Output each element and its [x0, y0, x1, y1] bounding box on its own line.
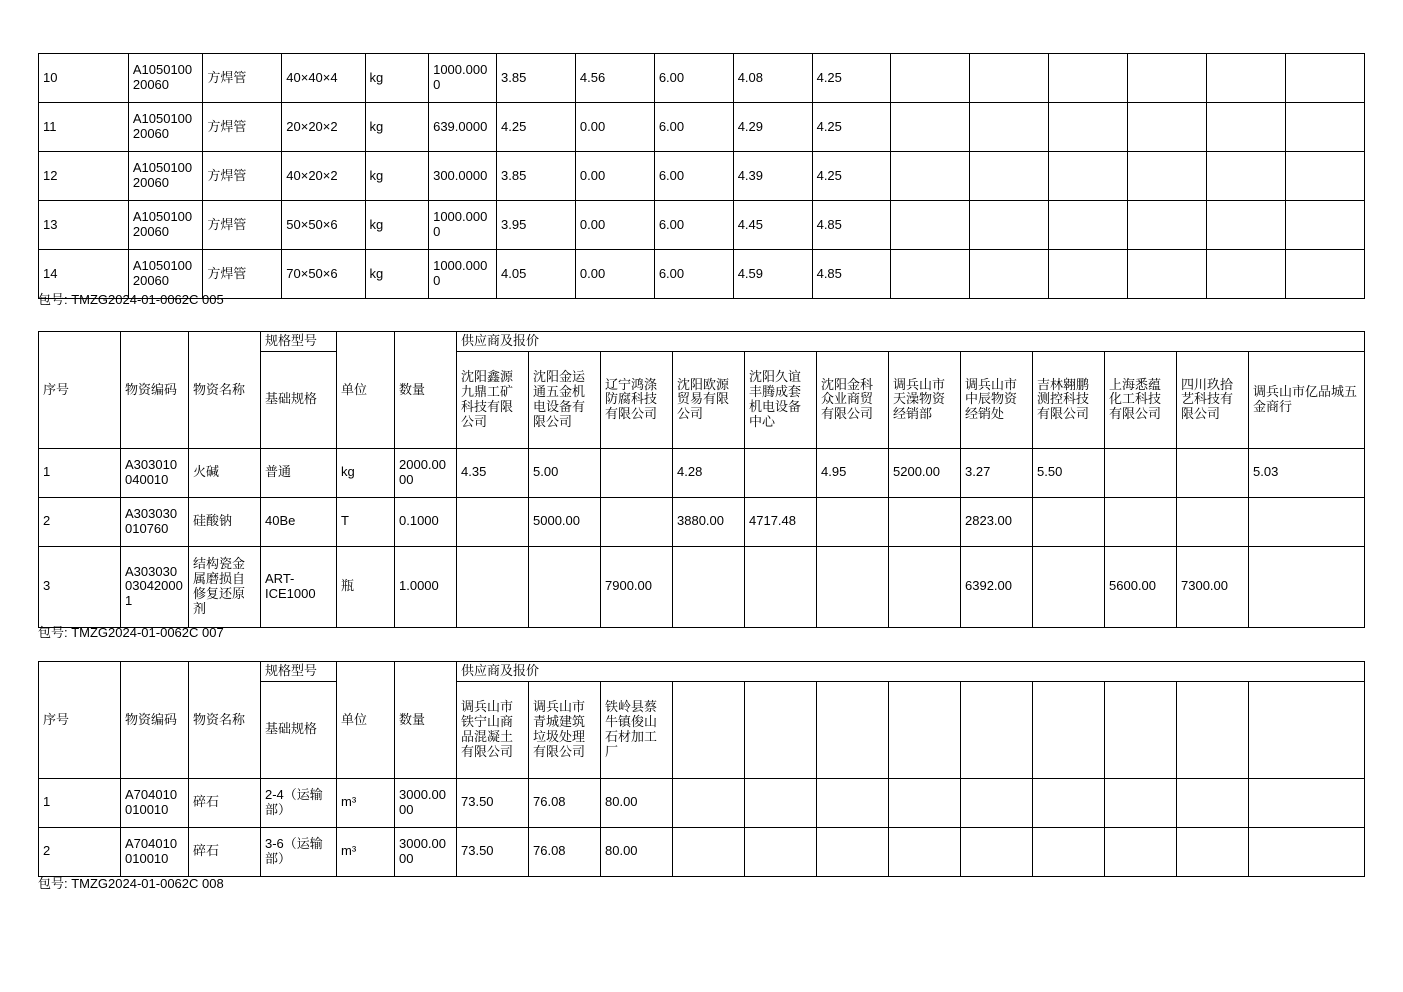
- cell-spec: 普通: [261, 448, 337, 497]
- cell-seq: 11: [39, 103, 129, 152]
- cell-code: A105010020060: [128, 152, 203, 201]
- header-unit: 单位: [337, 662, 395, 779]
- cell-price: 4.25: [497, 103, 576, 152]
- cell-price: 5.50: [1033, 448, 1105, 497]
- cell-price: 6.00: [654, 201, 733, 250]
- cell-price: [1285, 103, 1364, 152]
- cell-code: A105010020060: [128, 250, 203, 299]
- cell-price: [1207, 103, 1286, 152]
- cell-spec: 40×40×4: [282, 54, 365, 103]
- header-supplier: 调兵山市青城建筑垃圾处理有限公司: [529, 681, 601, 778]
- cell-price: 0.00: [575, 201, 654, 250]
- cell-code: A105010020060: [128, 103, 203, 152]
- cell-price: [1049, 201, 1128, 250]
- cell-price: [457, 497, 529, 546]
- cell-unit: m³: [337, 827, 395, 876]
- header-supplier: 沈阳金运通五金机电设备有限公司: [529, 351, 601, 448]
- cell-seq: 13: [39, 201, 129, 250]
- cell-price: 6.00: [654, 250, 733, 299]
- cell-price: 3.85: [497, 54, 576, 103]
- header-spec-bottom: 基础规格: [261, 351, 337, 448]
- header-spec-top: 规格型号: [261, 332, 337, 352]
- package-label-005: 包号: TMZG2024-01-0062C 005: [38, 292, 224, 307]
- cell-price: [1049, 54, 1128, 103]
- cell-price: [1105, 827, 1177, 876]
- cell-price: 80.00: [601, 827, 673, 876]
- header-supplier: 调兵山市铁宁山商品混凝土有限公司: [457, 681, 529, 778]
- cell-code: A704010010010: [121, 778, 189, 827]
- cell-price: 4.85: [812, 250, 891, 299]
- cell-price: 4.45: [733, 201, 812, 250]
- table-header: [39, 662, 1365, 779]
- header-qty: 数量: [395, 662, 457, 779]
- header-unit: 单位: [337, 332, 395, 449]
- cell-qty: 3000.0000: [395, 827, 457, 876]
- cell-price: [970, 152, 1049, 201]
- table-body: [39, 448, 1365, 627]
- cell-price: [1249, 778, 1365, 827]
- table-row: [39, 448, 1365, 497]
- cell-name: 方焊管: [203, 201, 282, 250]
- header-seq: 序号: [39, 662, 121, 779]
- cell-price: 3880.00: [673, 497, 745, 546]
- cell-unit: m³: [337, 778, 395, 827]
- cell-price: [673, 778, 745, 827]
- table-row: [39, 103, 1365, 152]
- header-supplier: 沈阳金科众业商贸有限公司: [817, 351, 889, 448]
- header-supplier: 铁岭县蔡牛镇俊山石材加工厂: [601, 681, 673, 778]
- header-supplier: 四川玖拾艺科技有限公司: [1177, 351, 1249, 448]
- table-row: [39, 827, 1365, 876]
- cell-price: 5.00: [529, 448, 601, 497]
- cell-price: [891, 54, 970, 103]
- cell-price: [1049, 250, 1128, 299]
- cell-price: 4.25: [812, 54, 891, 103]
- cell-qty: 2000.0000: [395, 448, 457, 497]
- header-supplier: 调兵山市亿品城五金商行: [1249, 351, 1365, 448]
- cell-seq: 14: [39, 250, 129, 299]
- cell-price: 4.05: [497, 250, 576, 299]
- cell-price: [1177, 497, 1249, 546]
- cell-unit: kg: [365, 152, 429, 201]
- cell-price: [970, 54, 1049, 103]
- cell-price: 3.95: [497, 201, 576, 250]
- cell-name: 方焊管: [203, 54, 282, 103]
- cell-seq: 12: [39, 152, 129, 201]
- cell-price: 5000.00: [529, 497, 601, 546]
- cell-unit: 瓶: [337, 546, 395, 627]
- cell-price: 76.08: [529, 778, 601, 827]
- cell-price: [1207, 250, 1286, 299]
- cell-price: 4.56: [575, 54, 654, 103]
- cell-spec: 70×50×6: [282, 250, 365, 299]
- cell-qty: 1000.0000: [429, 250, 497, 299]
- cell-price: [891, 250, 970, 299]
- cell-price: [1249, 497, 1365, 546]
- cell-unit: kg: [365, 54, 429, 103]
- cell-seq: 1: [39, 448, 121, 497]
- header-spec-bottom: 基础规格: [261, 681, 337, 778]
- cell-price: [970, 250, 1049, 299]
- header-name: 物资名称: [189, 662, 261, 779]
- cell-price: [1285, 152, 1364, 201]
- cell-price: [745, 827, 817, 876]
- cell-price: 4.28: [673, 448, 745, 497]
- cell-price: [961, 827, 1033, 876]
- cell-name: 结构瓷金属磨损自修复还原剂: [189, 546, 261, 627]
- cell-price: 6392.00: [961, 546, 1033, 627]
- cell-price: 5600.00: [1105, 546, 1177, 627]
- package-label-007: 包号: TMZG2024-01-0062C 007: [38, 625, 224, 640]
- cell-price: 73.50: [457, 778, 529, 827]
- header-supplier: 调兵山市中辰物资经销处: [961, 351, 1033, 448]
- cell-qty: 1.0000: [395, 546, 457, 627]
- cell-price: [889, 778, 961, 827]
- cell-spec: ART-ICE1000: [261, 546, 337, 627]
- cell-qty: 3000.0000: [395, 778, 457, 827]
- header-spec-top: 规格型号: [261, 662, 337, 682]
- cell-unit: kg: [365, 201, 429, 250]
- cell-price: [891, 201, 970, 250]
- cell-name: 方焊管: [203, 103, 282, 152]
- cell-price: [601, 497, 673, 546]
- cell-price: [889, 497, 961, 546]
- cell-price: [529, 546, 601, 627]
- cell-price: [1128, 201, 1207, 250]
- quote-table-package-005: [38, 331, 1365, 628]
- header-supplier: 沈阳欧源贸易有限公司: [673, 351, 745, 448]
- table-row: [39, 152, 1365, 201]
- cell-price: [1285, 201, 1364, 250]
- cell-price: [1105, 448, 1177, 497]
- cell-price: 6.00: [654, 152, 733, 201]
- cell-price: 4.95: [817, 448, 889, 497]
- cell-price: 0.00: [575, 103, 654, 152]
- header-supplier: 沈阳久谊丰腾成套机电设备中心: [745, 351, 817, 448]
- cell-price: [745, 448, 817, 497]
- cell-price: [817, 497, 889, 546]
- cell-price: [601, 448, 673, 497]
- cell-seq: 1: [39, 778, 121, 827]
- cell-unit: kg: [365, 103, 429, 152]
- cell-price: [1049, 103, 1128, 152]
- cell-price: 2823.00: [961, 497, 1033, 546]
- table-row: [39, 778, 1365, 827]
- cell-price: [1177, 778, 1249, 827]
- cell-seq: 10: [39, 54, 129, 103]
- cell-qty: 300.0000: [429, 152, 497, 201]
- table-row: [39, 497, 1365, 546]
- package-label-008: 包号: TMZG2024-01-0062C 008: [38, 876, 224, 891]
- cell-price: 0.00: [575, 152, 654, 201]
- table-header: [39, 332, 1365, 449]
- cell-price: [1207, 152, 1286, 201]
- cell-price: 4717.48: [745, 497, 817, 546]
- table-row: [39, 54, 1365, 103]
- header-row-group: [39, 662, 1365, 682]
- cell-price: 5200.00: [889, 448, 961, 497]
- cell-price: 73.50: [457, 827, 529, 876]
- cell-price: 80.00: [601, 778, 673, 827]
- cell-price: 7300.00: [1177, 546, 1249, 627]
- cell-price: 4.25: [812, 103, 891, 152]
- cell-code: A303010040010: [121, 448, 189, 497]
- header-row-group: [39, 332, 1365, 352]
- cell-price: [961, 778, 1033, 827]
- cell-price: 4.59: [733, 250, 812, 299]
- cell-price: [1128, 103, 1207, 152]
- cell-price: [1285, 54, 1364, 103]
- cell-spec: 50×50×6: [282, 201, 365, 250]
- cell-seq: 2: [39, 827, 121, 876]
- header-supplier: 调兵山市天澡物资经销部: [889, 351, 961, 448]
- cell-price: 3.27: [961, 448, 1033, 497]
- cell-price: 5.03: [1249, 448, 1365, 497]
- cell-seq: 3: [39, 546, 121, 627]
- cell-name: 碎石: [189, 827, 261, 876]
- cell-spec: 3-6（运输部）: [261, 827, 337, 876]
- cell-price: [673, 827, 745, 876]
- header-suppliers-group: 供应商及报价: [457, 332, 1365, 352]
- cell-spec: 20×20×2: [282, 103, 365, 152]
- header-name: 物资名称: [189, 332, 261, 449]
- cell-name: 硅酸钠: [189, 497, 261, 546]
- cell-spec: 40Be: [261, 497, 337, 546]
- cell-name: 火碱: [189, 448, 261, 497]
- cell-price: [1177, 827, 1249, 876]
- cell-unit: T: [337, 497, 395, 546]
- header-supplier: [961, 681, 1033, 778]
- quote-table-package-007: [38, 661, 1365, 877]
- cell-price: [1105, 497, 1177, 546]
- header-supplier: [673, 681, 745, 778]
- header-code: 物资编码: [121, 332, 189, 449]
- quote-table-continuation: [38, 53, 1365, 299]
- cell-price: [970, 201, 1049, 250]
- cell-price: [1049, 152, 1128, 201]
- cell-price: [457, 546, 529, 627]
- cell-code: A105010020060: [128, 201, 203, 250]
- cell-code: A105010020060: [128, 54, 203, 103]
- cell-qty: 639.0000: [429, 103, 497, 152]
- cell-price: [1249, 827, 1365, 876]
- cell-price: 4.29: [733, 103, 812, 152]
- cell-unit: kg: [365, 250, 429, 299]
- cell-price: [817, 827, 889, 876]
- cell-name: 方焊管: [203, 152, 282, 201]
- header-supplier: [1177, 681, 1249, 778]
- cell-spec: 40×20×2: [282, 152, 365, 201]
- cell-price: [1105, 778, 1177, 827]
- cell-price: 76.08: [529, 827, 601, 876]
- table-body: [39, 778, 1365, 876]
- table-row: [39, 546, 1365, 627]
- cell-price: [1033, 546, 1105, 627]
- cell-qty: 1000.0000: [429, 54, 497, 103]
- cell-qty: 1000.0000: [429, 201, 497, 250]
- header-supplier: [745, 681, 817, 778]
- cell-spec: 2-4（运输部）: [261, 778, 337, 827]
- table-row: [39, 201, 1365, 250]
- cell-code: A303030030420001: [121, 546, 189, 627]
- header-supplier: [817, 681, 889, 778]
- header-supplier: [1105, 681, 1177, 778]
- cell-price: 4.08: [733, 54, 812, 103]
- cell-price: [745, 546, 817, 627]
- cell-unit: kg: [337, 448, 395, 497]
- cell-price: [889, 827, 961, 876]
- cell-price: [891, 103, 970, 152]
- cell-price: [1207, 201, 1286, 250]
- cell-price: [673, 546, 745, 627]
- table-body: [39, 54, 1365, 299]
- cell-price: 6.00: [654, 54, 733, 103]
- header-qty: 数量: [395, 332, 457, 449]
- header-supplier: 辽宁鸿涤防腐科技有限公司: [601, 351, 673, 448]
- header-supplier: [889, 681, 961, 778]
- cell-price: [817, 778, 889, 827]
- cell-price: [1033, 778, 1105, 827]
- header-supplier: [1033, 681, 1105, 778]
- cell-price: 6.00: [654, 103, 733, 152]
- header-supplier: [1249, 681, 1365, 778]
- cell-name: 方焊管: [203, 250, 282, 299]
- header-supplier: 沈阳鑫源九鼎工矿科技有限公司: [457, 351, 529, 448]
- cell-price: 4.25: [812, 152, 891, 201]
- header-suppliers-group: 供应商及报价: [457, 662, 1365, 682]
- cell-price: 7900.00: [601, 546, 673, 627]
- cell-price: [1128, 250, 1207, 299]
- cell-price: [1128, 54, 1207, 103]
- cell-price: [745, 778, 817, 827]
- cell-price: [1285, 250, 1364, 299]
- cell-price: [1033, 827, 1105, 876]
- cell-code: A704010010010: [121, 827, 189, 876]
- cell-code: A303030010760: [121, 497, 189, 546]
- cell-price: [1033, 497, 1105, 546]
- cell-seq: 2: [39, 497, 121, 546]
- cell-price: [817, 546, 889, 627]
- cell-price: [1249, 546, 1365, 627]
- cell-price: 4.35: [457, 448, 529, 497]
- cell-price: [1207, 54, 1286, 103]
- header-supplier: 上海悉蕴化工科技有限公司: [1105, 351, 1177, 448]
- cell-price: 4.85: [812, 201, 891, 250]
- cell-name: 碎石: [189, 778, 261, 827]
- header-code: 物资编码: [121, 662, 189, 779]
- cell-price: [1177, 448, 1249, 497]
- header-seq: 序号: [39, 332, 121, 449]
- cell-price: 3.85: [497, 152, 576, 201]
- header-supplier: 吉林翱鹏测控科技有限公司: [1033, 351, 1105, 448]
- cell-price: [1128, 152, 1207, 201]
- cell-price: 4.39: [733, 152, 812, 201]
- cell-price: [891, 152, 970, 201]
- cell-price: [970, 103, 1049, 152]
- cell-price: [889, 546, 961, 627]
- cell-qty: 0.1000: [395, 497, 457, 546]
- cell-price: 0.00: [575, 250, 654, 299]
